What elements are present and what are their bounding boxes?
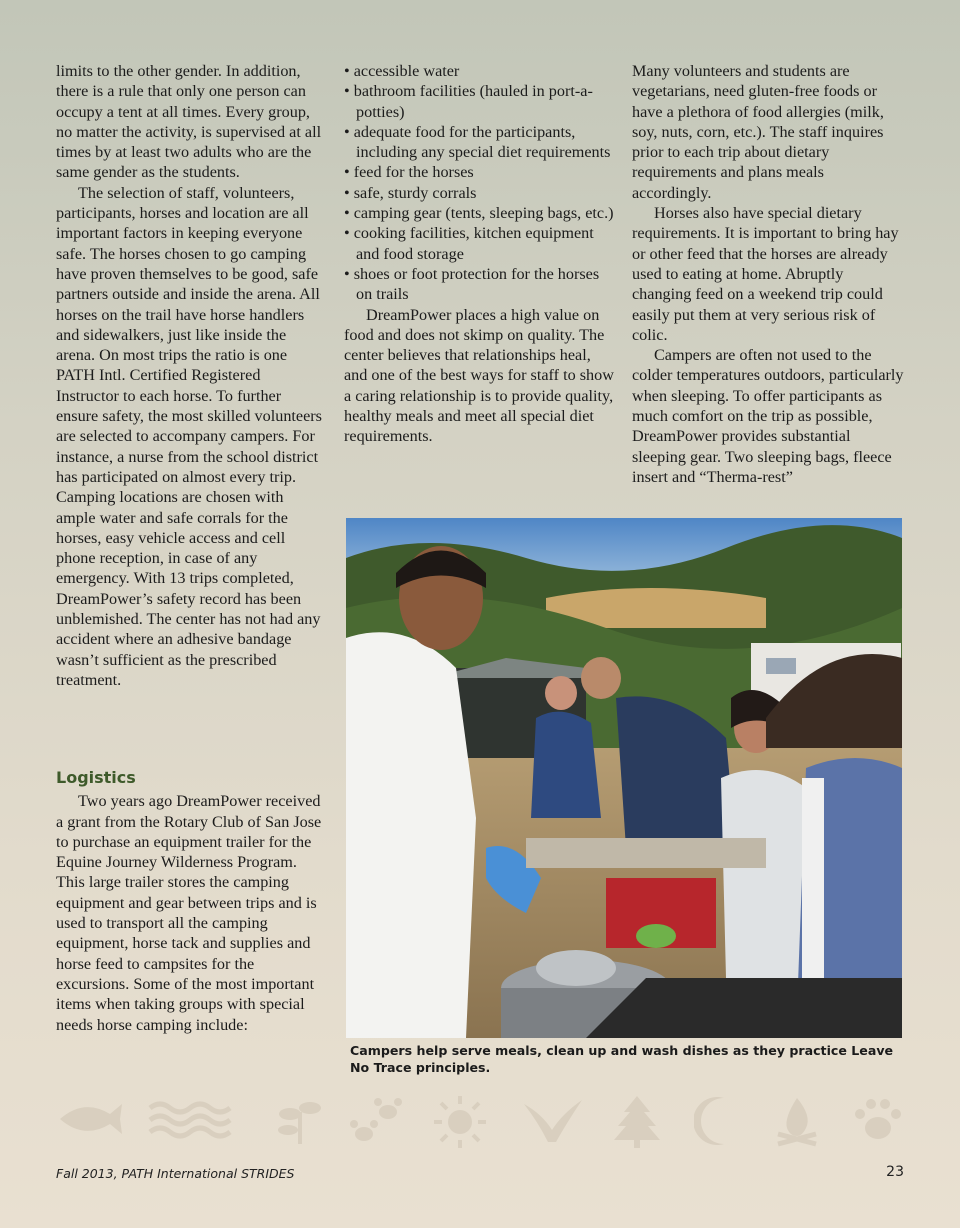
moon-icon: [694, 1094, 738, 1148]
logistics-section: [56, 768, 324, 1035]
paragraph: Two years ago DreamPower received a grant from the Rotary Club of San Jose to purchase an equipment trailer for the Equine Journey Wilderness Program. This large trailer stores the camping equipment and gear between trips and is used to transport all the camping equipment, horse tack and supplies and horse feed to campsites for the excursions. Some of the most important items when taking groups with special needs horse camping include:: [56, 792, 322, 1034]
paragraph: Campers are often not used to the colder temperatures outdoors, particularly when sleeping. To offer participants as much comfort on the trip as possible, DreamPower provides substantial sleeping gear. Two sleeping bags, fleece insert and “Therma-rest”: [632, 346, 904, 486]
pine-tree-icon: [612, 1094, 662, 1150]
sun-icon: [432, 1094, 488, 1150]
text-column-right: [632, 61, 904, 487]
fish-icon: [56, 1094, 126, 1144]
list-item: • adequate food for the participants, including any special diet requirements: [344, 122, 614, 163]
list-item: • camping gear (tents, sleeping bags, etc.): [344, 203, 614, 223]
plant-icon: [274, 1094, 326, 1146]
section-heading: Logistics: [56, 768, 136, 787]
paragraph: The selection of staff, volunteers, participants, horses and location are all important factors in keeping everyone safe. The horses chosen to go camping have proven themselves to be good, safe partners outside and inside the arena. All horses on the trail have horse handlers and sidewalkers, just like inside the arena. On most trips the ratio is one PATH Intl. Certified Registered Instructor to each horse. To further ensure safety, the most skilled volunteers are selected to accompany campers. For instance, a nurse from the school district has participated on almost every trip. Camping locations are chosen with ample water and safe corrals for the horses, easy vehicle access and cell phone reception, in case of any emergency. With 13 trips completed, DreamPower’s safety record has been unblemished. The center has not had any accident where an adhesive bandage wasn’t sufficient as the prescribed treatment.: [56, 183, 322, 689]
publication-footer: Fall 2013, PATH International STRIDES: [56, 1166, 295, 1181]
campfire-icon: [772, 1094, 822, 1148]
paw-print-icon: [852, 1094, 904, 1146]
bullet-list: [344, 61, 614, 305]
text-column-middle: [344, 61, 614, 447]
list-item: • safe, sturdy corrals: [344, 183, 614, 203]
paragraph: Many volunteers and students are vegetarians, need gluten-free foods or have a plethora of food allergies (milk, soy, nuts, corn, etc.). The staff inquires prior to each trip about dietary requirements and plans meals accordingly.: [632, 62, 884, 202]
camp-photo: [346, 518, 902, 1038]
page-number: 23: [886, 1164, 904, 1180]
paragraph: DreamPower places a high value on food and does not skimp on quality. The center believes that relationships heal, and one of the best ways for staff to show a caring relationship is to provide quality, healthy meals and meet all special diet requirements.: [344, 305, 614, 446]
paragraph: Horses also have special dietary requirements. It is important to bring hay or other feed that the horses are already used to eating at home. Abruptly changing feed on a weekend trip could easily put them at very serious risk of colic.: [632, 204, 899, 344]
paw-prints-icon: [344, 1094, 408, 1146]
decorative-icon-row: [48, 1094, 908, 1150]
list-item: • accessible water: [344, 61, 614, 81]
list-item: • bathroom facilities (hauled in port-a-potties): [344, 81, 614, 122]
camp-photo-illustration: [346, 518, 902, 1038]
list-item: • shoes or foot protection for the horses on trails: [344, 264, 614, 305]
water-waves-icon: [148, 1094, 232, 1144]
text-column-left: [56, 61, 324, 690]
list-item: • feed for the horses: [344, 162, 614, 182]
bird-icon: [522, 1094, 584, 1146]
paragraph: limits to the other gender. In addition, there is a rule that only one person can occupy a tent at all times. Every group, no matter the activity, is supervised at all times by at least two adults who are the same gender as the students.: [56, 62, 322, 182]
list-item: • cooking facilities, kitchen equipment and food storage: [344, 223, 614, 264]
photo-caption: Campers help serve meals, clean up and wash dishes as they practice Leave No Trace principles.: [350, 1043, 894, 1075]
